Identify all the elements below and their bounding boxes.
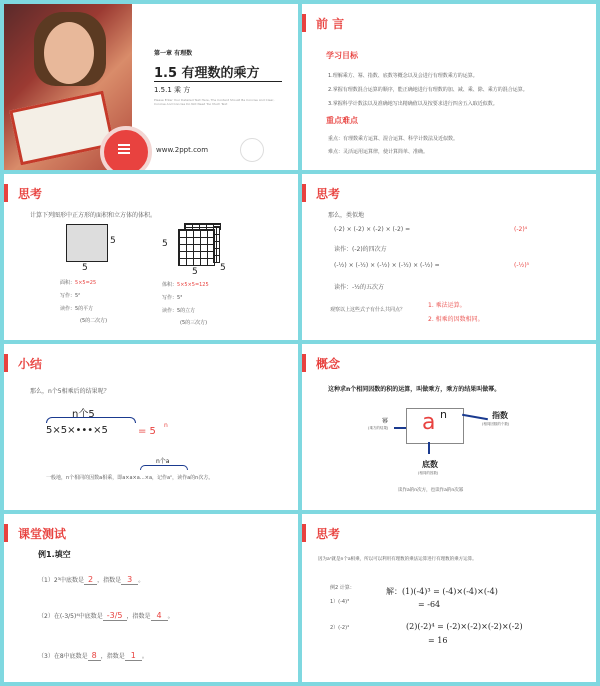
slide-title: 概念 bbox=[316, 357, 341, 371]
chapter: 第一章 有理数 bbox=[154, 50, 193, 57]
expr-2: (-½) × (-½) × (-½) × (-½) × (-½) = bbox=[334, 262, 440, 269]
slide-title: 课堂测试 bbox=[18, 527, 67, 541]
power-exponent: n bbox=[164, 422, 168, 429]
menu-icon bbox=[100, 126, 152, 170]
example-label: 例2 计算： bbox=[330, 585, 355, 591]
square-side-bottom: 5 bbox=[82, 263, 88, 273]
area-label: 面积：5×5=25 bbox=[60, 280, 97, 286]
square-side-right: 5 bbox=[110, 236, 116, 246]
solution-1-result: = -64 bbox=[418, 600, 441, 609]
goal-2: 2.掌握有理数混合运算的顺序，能正确地进行有理数的加、减、乘、除、乘方的混合运算。 bbox=[328, 87, 528, 93]
mi-note: (乘方的结果) bbox=[368, 426, 389, 430]
goal-3: 3.掌握科学计数法以及准确地写出精确值以及按要求进行四舍五入取近似数。 bbox=[328, 101, 498, 107]
zhishu-note: (相同因数的个数) bbox=[482, 422, 510, 426]
q1: （1）2³中底数是 2 ，指数是 3 。 bbox=[38, 575, 145, 584]
title-bar bbox=[302, 524, 306, 542]
answer-1: 1. 乘法运算。 bbox=[428, 302, 466, 309]
brace-a bbox=[140, 465, 188, 470]
intro-text: 因为aⁿ就是n个a相乘，所以可以利用有理数的乘法运算进行有理数的乘方运算。 bbox=[318, 557, 477, 562]
zhishu-label: 指数 bbox=[492, 411, 508, 420]
product-expr: 5×5×•••×5 bbox=[46, 425, 108, 436]
cube-side bbox=[213, 226, 220, 263]
key-1: 重点：有理数乘方运算、混合运算、科学计数法及近似数。 bbox=[328, 136, 459, 142]
slide-title: 小结 bbox=[18, 357, 43, 371]
title-bar bbox=[302, 14, 306, 32]
english-text: Please Enter Your Detailed Text Here, The Content Should Be Concise And Clear, Concise And Concise Do Not Need Too Much Text bbox=[154, 98, 275, 106]
expr-1-result: (-2)⁴ bbox=[514, 226, 528, 233]
divider bbox=[154, 81, 282, 82]
definition: 这种求n个相同因数的积的运算，叫做乘方，乘方的结果叫做幂。 bbox=[328, 386, 501, 393]
n-a-label: n个a bbox=[156, 458, 170, 465]
answer-2: 2. 相乘的因数相同。 bbox=[428, 316, 484, 323]
q2: （2）在(-3/5)⁴中底数是 -3/5 ，指数是 4 。 bbox=[38, 611, 174, 620]
arrow-up bbox=[428, 442, 430, 454]
title-bar bbox=[302, 184, 306, 202]
expr-1: (-2) × (-2) × (-2) × (-2) = bbox=[334, 226, 411, 233]
volume-write: 写作：5³ bbox=[162, 295, 183, 301]
observe-question: 观察以上这些式子有什么共同点？ bbox=[330, 307, 406, 313]
example-title: 例1.填空 bbox=[38, 550, 71, 559]
cube-shape bbox=[178, 229, 215, 266]
read-note: 读作a的n次方，也读作a的n次幂 bbox=[398, 488, 464, 493]
example-1: 1）(-4)³ bbox=[330, 599, 350, 605]
power-result: = 5 bbox=[138, 426, 156, 437]
area-read2: (5的二次方) bbox=[80, 318, 108, 324]
title-bar bbox=[302, 354, 306, 372]
arrow-left bbox=[394, 427, 406, 429]
solution-2-result: = 16 bbox=[428, 636, 448, 645]
slide-title: 前 言 bbox=[316, 17, 345, 31]
girl-face bbox=[44, 22, 94, 84]
deco-circle bbox=[240, 138, 264, 162]
slide-summary[interactable] bbox=[4, 344, 298, 510]
slide-cover[interactable] bbox=[4, 4, 298, 170]
goal-1: 1.理解乘方、幂、指数、底数等概念以及会进行有理数乘方的运算。 bbox=[328, 73, 478, 79]
cover-title: 1.5 有理数的乘方 bbox=[154, 66, 260, 81]
area-read: 读作：5的平方 bbox=[60, 306, 94, 312]
line-intro: 那么，类似地 bbox=[328, 212, 365, 219]
arrow-right bbox=[462, 414, 488, 420]
general-statement: 一般地，n个相同的因数a相乘，即a×a×a…×a，记作aⁿ，读作a的n次方。 bbox=[46, 475, 214, 481]
area-write: 写作：5² bbox=[60, 293, 81, 299]
key-title: 重点难点 bbox=[326, 116, 358, 125]
summary-question: 那么，n个5相乘后的结果呢？ bbox=[30, 388, 110, 395]
example-2: 2）(-2)⁴ bbox=[330, 625, 350, 631]
n-fives-label: n个5 bbox=[72, 409, 95, 420]
q3: （3）在8中底数是 8 ，指数是 1 。 bbox=[38, 651, 148, 660]
dishu-note: (相同的因数) bbox=[418, 471, 439, 475]
cube-side-bottom: 5 bbox=[192, 267, 198, 277]
square-shape bbox=[66, 224, 108, 262]
book-image bbox=[9, 91, 115, 166]
base-a: a bbox=[422, 410, 436, 435]
slide-concept[interactable] bbox=[302, 344, 596, 510]
volume-read2: (5的三次方) bbox=[180, 320, 208, 326]
expr-2-result: (-½)⁵ bbox=[514, 262, 530, 269]
website: www.2ppt.com bbox=[156, 146, 209, 154]
slide-test[interactable] bbox=[4, 514, 298, 682]
slide-think-2[interactable] bbox=[302, 174, 596, 340]
slide-title: 思考 bbox=[316, 527, 341, 541]
title-bar bbox=[4, 524, 8, 542]
expr-2-read: 读作：-½的五次方 bbox=[334, 284, 384, 291]
slide-preface[interactable] bbox=[302, 4, 596, 170]
dishu-label: 底数 bbox=[422, 460, 438, 469]
expr-1-read: 读作：(-2)的四次方 bbox=[334, 246, 387, 253]
mi-label: 幂 bbox=[382, 418, 389, 425]
cover-subtitle: 1.5.1 乘 方 bbox=[154, 86, 191, 94]
slide-title: 思考 bbox=[18, 187, 43, 201]
volume-read: 读作：5的立方 bbox=[162, 308, 196, 314]
brace-top bbox=[46, 417, 136, 423]
solution-1: 解：(1)(-4)³ = (-4)×(-4)×(-4) bbox=[386, 587, 498, 596]
question: 计算下列图形中正方形的面积和立方体的体积。 bbox=[30, 212, 157, 219]
cube-side-left: 5 bbox=[162, 239, 168, 249]
title-bar bbox=[4, 184, 8, 202]
goal-title: 学习目标 bbox=[326, 51, 358, 60]
slide-think-3[interactable] bbox=[302, 514, 596, 682]
key-2: 难点：灵活运用运算律，使计算简单、准确。 bbox=[328, 149, 429, 155]
solution-2: (2)(-2)⁴ = (-2)×(-2)×(-2)×(-2) bbox=[406, 622, 523, 631]
volume-label: 体积：5×5×5=125 bbox=[162, 282, 209, 288]
slide-title: 思考 bbox=[316, 187, 341, 201]
exponent-n: n bbox=[440, 408, 447, 421]
title-bar bbox=[4, 354, 8, 372]
cube-side-depth: 5 bbox=[220, 263, 226, 273]
slide-think-1[interactable] bbox=[4, 174, 298, 340]
